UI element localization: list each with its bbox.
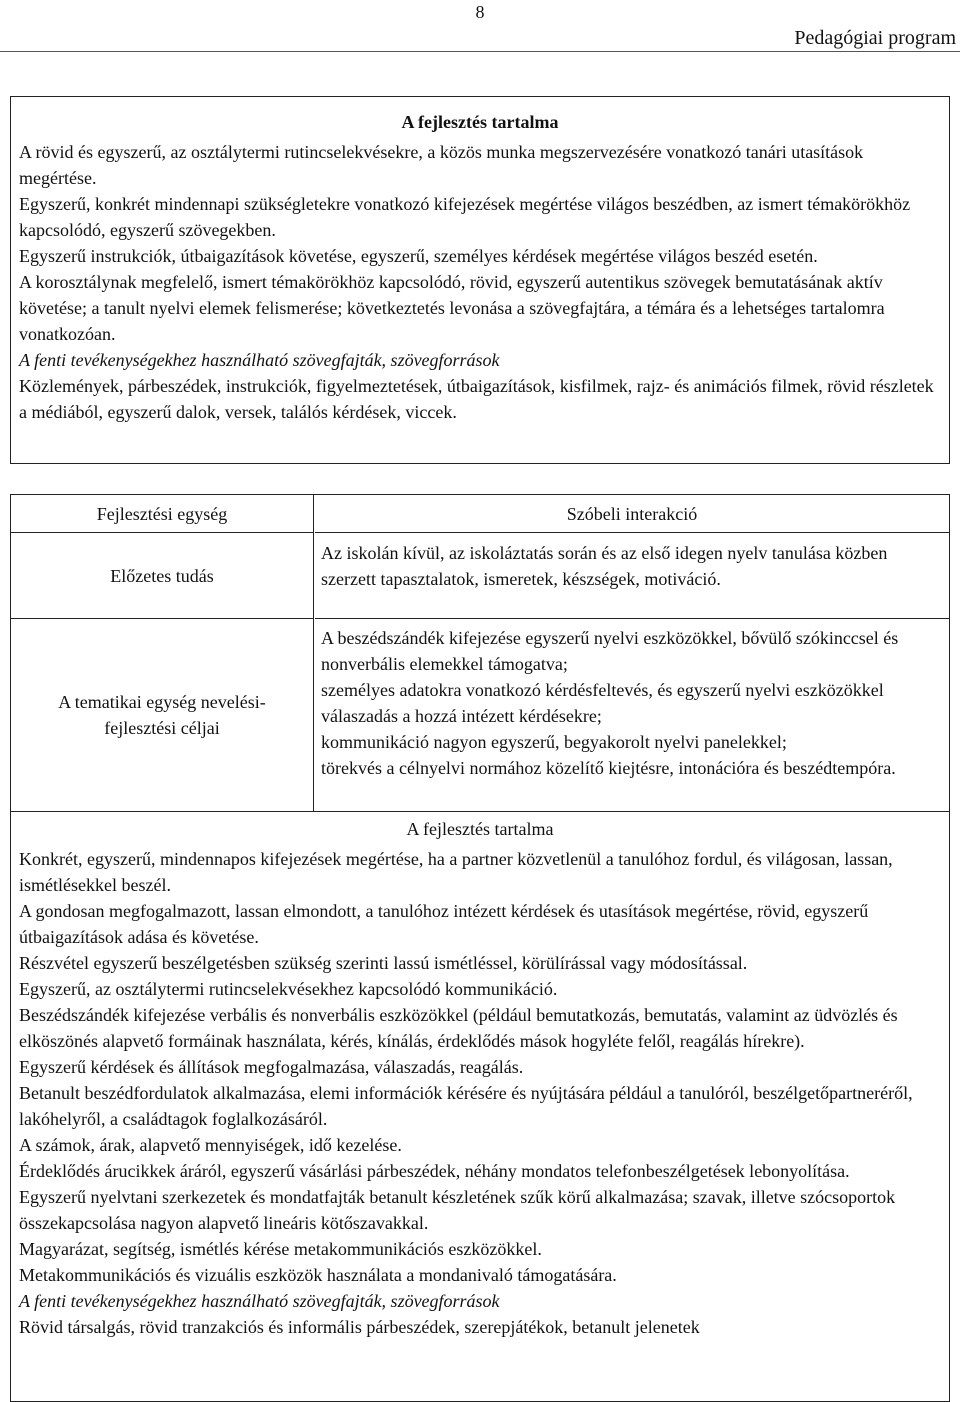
development-content <box>11 812 949 1340</box>
paragraph: Egyszerű instrukciók, útbaigazítások követése, egyszerű, személyes kérdések megértése világos beszéd esetén. <box>19 246 818 266</box>
paragraph: Egyszerű kérdések és állítások megfogalmazása, válaszadás, reagálás. <box>19 1057 524 1077</box>
paragraph: Betanult beszédfordulatok alkalmazása, elemi információk kérésére és nyújtására például a tanulóról, beszélgetőpartneréről, lakóhelyről, a családtagok foglalkozásáról. <box>19 1083 913 1129</box>
label-column <box>11 495 314 811</box>
prior-knowledge-value: Az iskolán kívül, az iskoláztatás során és az első idegen nyelv tanulása közben szerzett tapasztalatok, ismeretek, készségek, motiváció. <box>315 533 949 619</box>
goal-line: személyes adatokra vonatkozó kérdésfeltevés, és egyszerű nyelvi eszközökkel válaszadás a hozzá intézett kérdésekre; <box>321 680 884 726</box>
goals-label: A tematikai egység nevelési-fejlesztési céljai <box>58 692 266 738</box>
section-heading: A fejlesztés tartalma <box>401 112 559 132</box>
paragraph: Egyszerű, konkrét mindennapi szükségletekre vonatkozó kifejezések megértése világos beszédben, az ismert témakörökhöz kapcsolódó, egyszerű szövegekben. <box>19 194 911 240</box>
content-box-1 <box>10 96 950 464</box>
sources-text: Rövid társalgás, rövid tranzakciós és informális párbeszédek, szerepjátékok, betanult jelenetek <box>19 1317 700 1337</box>
paragraph: A korosztálynak megfelelő, ismert témakörökhöz kapcsolódó, rövid, egyszerű autentikus szövegek bemutatásának aktív követése; a tanult nyelvi elemek felismerése; következtetés levonása a szövegfajtára, a témára és a lehetséges tartalomra vonatkozóan. <box>19 272 885 344</box>
page-header-title: Pedagógiai program <box>794 27 956 49</box>
goal-line: törekvés a célnyelvi normához közelítő kiejtésre, intonációra és beszédtempóra. <box>321 758 896 778</box>
goal-line: kommunikáció nagyon egyszerű, begyakorolt nyelvi panelekkel; <box>321 732 787 752</box>
prior-knowledge-label: Előzetes tudás <box>11 533 313 619</box>
sources-text: Közlemények, párbeszédek, instrukciók, figyelmeztetések, útbaigazítások, kisfilmek, rajz- és animációs filmek, rövid részletek a médiából, egyszerű dalok, versek, találós kérdések, viccek. <box>19 376 934 422</box>
unit-label: Fejlesztési egység <box>11 495 313 533</box>
paragraph: Részvétel egyszerű beszélgetésben szükség szerinti lassú ismétléssel, körülírással vagy módosítással. <box>19 953 748 973</box>
goals-value <box>315 619 949 811</box>
paragraph: Magyarázat, segítség, ismétlés kérése metakommunikációs eszközökkel. <box>19 1239 542 1259</box>
value-column <box>315 495 949 811</box>
header-rule <box>0 51 960 52</box>
paragraph: A rövid és egyszerű, az osztálytermi rutincselekvésekre, a közös munka megszervezésére vonatkozó tanári utasítások megértése. <box>19 142 864 188</box>
goal-line: A beszédszándék kifejezése egyszerű nyelvi eszközökkel, bővülő szókinccsel és nonverbális elemekkel támogatva; <box>321 628 899 674</box>
unit-table <box>11 495 949 812</box>
sources-heading: A fenti tevékenységekhez használható szövegfajták, szövegforrások <box>19 1291 500 1311</box>
paragraph: Egyszerű, az osztálytermi rutincselekvésekhez kapcsolódó kommunikáció. <box>19 979 558 999</box>
paragraph: A számok, árak, alapvető mennyiségek, idő kezelése. <box>19 1135 402 1155</box>
paragraph: Érdeklődés árucikkek áráról, egyszerű vásárlási párbeszédek, néhány mondatos telefonbeszélgetések lebonyolítása. <box>19 1161 850 1181</box>
paragraph: Egyszerű nyelvtani szerkezetek és mondatfajták betanult készletének szűk körű alkalmazása; szavak, illetve szócsoportok összekapcsolása nagyon alapvető lineáris kötőszavakkal. <box>19 1187 896 1233</box>
page-number: 8 <box>475 2 485 22</box>
section-heading: A fejlesztés tartalma <box>406 819 554 839</box>
paragraph: A gondosan megfogalmazott, lassan elmondott, a tanulóhoz intézett kérdések és utasítások megértése, rövid, egyszerű útbaigazítások adása és követése. <box>19 901 869 947</box>
unit-value: Szóbeli interakció <box>315 495 949 533</box>
paragraph: Metakommunikációs és vizuális eszközök használata a mondanivaló támogatására. <box>19 1265 617 1285</box>
sources-heading: A fenti tevékenységekhez használható szövegfajták, szövegforrások <box>19 350 500 370</box>
paragraph: Konkrét, egyszerű, mindennapos kifejezések megértése, ha a partner közvetlenül a tanulóhoz fordul, és világosan, lassan, ismétlésekkel beszél. <box>19 849 893 895</box>
content-box-2 <box>10 494 950 1402</box>
paragraph: Beszédszándék kifejezése verbális és nonverbális eszközökkel (például bemutatkozás, bemutatás, valamint az üdvözlés és elköszönés alapvető formáinak használata, kérés, kínálás, érdeklődés mások hogyléte felől, reagálás hírekre). <box>19 1005 898 1051</box>
